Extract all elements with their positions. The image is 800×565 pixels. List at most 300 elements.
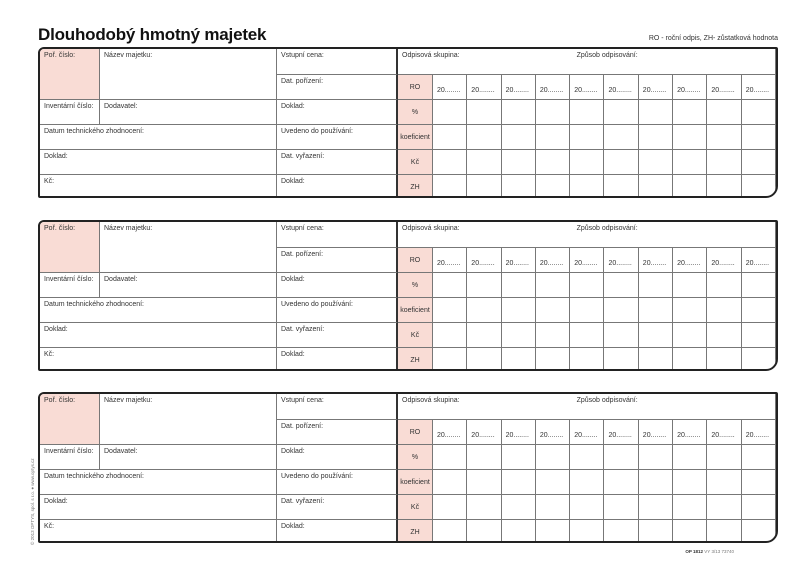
- field-por-cislo-label: Poř. číslo:: [44, 225, 76, 232]
- year-cell-label: 20........: [437, 432, 461, 439]
- value-cell[interactable]: [604, 495, 638, 520]
- year-cell[interactable]: [604, 420, 638, 445]
- field-doklad[interactable]: [40, 495, 277, 520]
- value-cell[interactable]: [536, 495, 570, 520]
- value-cell[interactable]: [502, 520, 536, 543]
- value-cell[interactable]: [502, 175, 536, 198]
- value-cell[interactable]: [707, 100, 741, 125]
- row-label: [398, 520, 433, 543]
- form-version: VY 3/13 73740: [704, 549, 734, 554]
- field-nazev-majetku-label: Název majetku:: [104, 52, 153, 59]
- zpusob-label: Způsob odpisování:: [576, 52, 638, 59]
- value-cell[interactable]: [570, 445, 604, 470]
- field-doklad[interactable]: [40, 150, 277, 175]
- value-cell[interactable]: [673, 125, 707, 150]
- year-cell[interactable]: [639, 420, 673, 445]
- field-dat-vyrazeni[interactable]: [277, 495, 398, 520]
- field-doklad-2-label: Doklad:: [281, 448, 305, 455]
- field-dodavatel-label: Dodavatel:: [104, 103, 138, 110]
- value-cell[interactable]: [433, 100, 467, 125]
- field-nazev-majetku[interactable]: [100, 222, 277, 273]
- row-label: [398, 323, 433, 348]
- year-cell[interactable]: [707, 420, 741, 445]
- year-cell[interactable]: [570, 248, 604, 273]
- field-dodavatel[interactable]: [100, 273, 277, 298]
- field-kc[interactable]: [40, 520, 277, 543]
- row-label-label: Kč: [410, 158, 420, 166]
- value-cell[interactable]: [502, 100, 536, 125]
- value-cell[interactable]: [742, 520, 776, 543]
- value-cell[interactable]: [742, 495, 776, 520]
- field-dat-porizeni-label: Dat. pořízení:: [281, 423, 324, 430]
- value-cell[interactable]: [604, 348, 638, 371]
- value-cell[interactable]: [707, 125, 741, 150]
- field-doklad-2[interactable]: [277, 445, 398, 470]
- value-cell[interactable]: [570, 348, 604, 371]
- year-cell-label: 20........: [574, 432, 598, 439]
- value-cell[interactable]: [536, 323, 570, 348]
- value-cell[interactable]: [742, 273, 776, 298]
- value-cell[interactable]: [673, 150, 707, 175]
- value-cell[interactable]: [433, 273, 467, 298]
- field-vstupni-cena-label: Vstupní cena:: [281, 397, 324, 404]
- value-cell[interactable]: [742, 348, 776, 371]
- row-label: [398, 100, 433, 125]
- year-cell[interactable]: [673, 420, 707, 445]
- value-cell[interactable]: [467, 273, 501, 298]
- value-cell[interactable]: [673, 175, 707, 198]
- value-cell[interactable]: [707, 298, 741, 323]
- year-cell-label: 20........: [677, 87, 701, 94]
- field-datum-zhodnoceni[interactable]: [40, 125, 277, 150]
- value-cell[interactable]: [536, 125, 570, 150]
- field-por-cislo-label: Poř. číslo:: [44, 397, 76, 404]
- field-doklad-2-label: Doklad:: [281, 103, 305, 110]
- value-cell[interactable]: [502, 348, 536, 371]
- value-cell[interactable]: [673, 495, 707, 520]
- value-cell[interactable]: [433, 348, 467, 371]
- value-cell[interactable]: [639, 470, 673, 495]
- value-cell[interactable]: [639, 273, 673, 298]
- legend-note: RO - roční odpis, ZH- zůstatková hodnota: [648, 35, 778, 42]
- field-dodavatel-label: Dodavatel:: [104, 448, 138, 455]
- value-cell[interactable]: [433, 495, 467, 520]
- row-label: [398, 495, 433, 520]
- year-cell-label: 20........: [608, 260, 632, 267]
- field-uvedeno[interactable]: [277, 125, 398, 150]
- year-cell[interactable]: [502, 248, 536, 273]
- field-uvedeno[interactable]: [277, 470, 398, 495]
- field-vstupni-cena[interactable]: [277, 49, 398, 75]
- value-cell[interactable]: [502, 323, 536, 348]
- value-cell[interactable]: [673, 520, 707, 543]
- field-doklad-label: Doklad:: [44, 498, 68, 505]
- field-nazev-majetku[interactable]: [100, 394, 277, 445]
- row-label: [398, 150, 433, 175]
- value-cell[interactable]: [742, 125, 776, 150]
- value-cell[interactable]: [502, 470, 536, 495]
- row-label: [398, 470, 433, 495]
- value-cell[interactable]: [536, 470, 570, 495]
- value-cell[interactable]: [502, 150, 536, 175]
- value-cell[interactable]: [467, 445, 501, 470]
- field-dat-vyrazeni-label: Dat. vyřazení:: [281, 326, 325, 333]
- field-dodavatel-label: Dodavatel:: [104, 276, 138, 283]
- value-cell[interactable]: [742, 470, 776, 495]
- value-cell[interactable]: [639, 445, 673, 470]
- value-cell[interactable]: [536, 445, 570, 470]
- field-inventarni-cislo[interactable]: [40, 100, 100, 125]
- year-cell-label: 20........: [471, 260, 495, 267]
- field-uvedeno-label: Uvedeno do používání:: [281, 473, 353, 480]
- field-vstupni-cena-label: Vstupní cena:: [281, 52, 324, 59]
- year-cell[interactable]: [604, 248, 638, 273]
- field-inventarni-cislo[interactable]: [40, 273, 100, 298]
- field-doklad-label: Doklad:: [44, 326, 68, 333]
- field-datum-zhodnoceni[interactable]: [40, 298, 277, 323]
- asset-card: [38, 392, 778, 543]
- value-cell[interactable]: [673, 273, 707, 298]
- value-cell[interactable]: [673, 445, 707, 470]
- field-inventarni-cislo-label: Inventární číslo:: [44, 448, 94, 455]
- value-cell[interactable]: [467, 348, 501, 371]
- row-label: [398, 420, 433, 445]
- year-cell[interactable]: [707, 248, 741, 273]
- row-label-label: ZH: [410, 528, 420, 536]
- year-cell-label: 20........: [608, 432, 632, 439]
- row-label: [398, 75, 433, 100]
- row-label: [398, 445, 433, 470]
- value-cell[interactable]: [742, 445, 776, 470]
- field-uvedeno-label: Uvedeno do používání:: [281, 301, 353, 308]
- year-cell-label: 20........: [745, 260, 770, 267]
- value-cell[interactable]: [707, 175, 741, 198]
- value-cell[interactable]: [604, 298, 638, 323]
- year-cell[interactable]: [467, 248, 501, 273]
- value-cell[interactable]: [639, 323, 673, 348]
- depreciation-header[interactable]: [398, 222, 776, 248]
- field-doklad-3-label: Doklad:: [281, 178, 305, 185]
- row-label-label: RO: [409, 256, 421, 264]
- field-doklad-2[interactable]: [277, 273, 398, 298]
- value-cell[interactable]: [433, 175, 467, 198]
- value-cell[interactable]: [570, 520, 604, 543]
- field-dat-vyrazeni[interactable]: [277, 150, 398, 175]
- year-cell[interactable]: [467, 420, 501, 445]
- year-cell-label: 20........: [677, 432, 701, 439]
- row-label-label: koeficient: [400, 478, 430, 486]
- value-cell[interactable]: [467, 125, 501, 150]
- value-cell[interactable]: [570, 175, 604, 198]
- field-dat-porizeni[interactable]: [277, 420, 398, 445]
- year-cell-label: 20........: [642, 87, 667, 94]
- field-dat-vyrazeni[interactable]: [277, 323, 398, 348]
- value-cell[interactable]: [742, 175, 776, 198]
- value-cell[interactable]: [639, 175, 673, 198]
- year-cell[interactable]: [536, 420, 570, 445]
- year-cell[interactable]: [467, 75, 501, 100]
- year-cell[interactable]: [536, 248, 570, 273]
- value-cell[interactable]: [604, 520, 638, 543]
- year-cell[interactable]: [536, 75, 570, 100]
- field-dat-porizeni[interactable]: [277, 75, 398, 100]
- year-cell-label: 20........: [745, 432, 770, 439]
- year-cell[interactable]: [742, 420, 776, 445]
- year-cell[interactable]: [673, 75, 707, 100]
- skupina-label: Odpisová skupina:: [402, 225, 460, 232]
- row-label: [398, 248, 433, 273]
- zpusob-label: Způsob odpisování:: [576, 225, 638, 232]
- value-cell[interactable]: [639, 348, 673, 371]
- field-doklad-label: Doklad:: [44, 153, 68, 160]
- year-cell[interactable]: [639, 248, 673, 273]
- row-label-label: %: [411, 453, 419, 461]
- value-cell[interactable]: [604, 445, 638, 470]
- year-cell-label: 20........: [505, 260, 529, 267]
- form-code: [685, 549, 734, 554]
- value-cell[interactable]: [433, 150, 467, 175]
- value-cell[interactable]: [467, 470, 501, 495]
- field-datum-zhodnoceni-label: Datum technického zhodnocení:: [44, 301, 145, 308]
- value-cell[interactable]: [433, 298, 467, 323]
- value-cell[interactable]: [570, 495, 604, 520]
- year-cell-label: 20........: [642, 260, 667, 267]
- value-cell[interactable]: [742, 298, 776, 323]
- row-label: [398, 175, 433, 198]
- field-vstupni-cena-label: Vstupní cena:: [281, 225, 324, 232]
- value-cell[interactable]: [673, 348, 707, 371]
- year-cell[interactable]: [707, 75, 741, 100]
- field-dat-porizeni[interactable]: [277, 248, 398, 273]
- field-doklad-3-label: Doklad:: [281, 523, 305, 530]
- value-cell[interactable]: [536, 520, 570, 543]
- depreciation-header[interactable]: [398, 394, 776, 420]
- year-cell[interactable]: [433, 420, 467, 445]
- field-inventarni-cislo-label: Inventární číslo:: [44, 103, 94, 110]
- value-cell[interactable]: [502, 125, 536, 150]
- field-inventarni-cislo-label: Inventární číslo:: [44, 276, 94, 283]
- field-nazev-majetku-label: Název majetku:: [104, 225, 153, 232]
- row-label-label: %: [411, 281, 419, 289]
- value-cell[interactable]: [467, 150, 501, 175]
- field-doklad-2[interactable]: [277, 100, 398, 125]
- value-cell[interactable]: [604, 125, 638, 150]
- value-cell[interactable]: [604, 150, 638, 175]
- year-cell[interactable]: [742, 248, 776, 273]
- value-cell[interactable]: [673, 323, 707, 348]
- value-cell[interactable]: [502, 445, 536, 470]
- field-doklad[interactable]: [40, 323, 277, 348]
- value-cell[interactable]: [604, 100, 638, 125]
- value-cell[interactable]: [467, 175, 501, 198]
- value-cell[interactable]: [604, 175, 638, 198]
- year-cell-label: 20........: [539, 432, 564, 439]
- value-cell[interactable]: [639, 520, 673, 543]
- field-vstupni-cena[interactable]: [277, 394, 398, 420]
- field-kc[interactable]: [40, 348, 277, 371]
- year-cell-label: 20........: [608, 87, 632, 94]
- asset-card: [38, 47, 778, 198]
- field-por-cislo[interactable]: [40, 49, 100, 100]
- year-cell-label: 20........: [574, 260, 598, 267]
- value-cell[interactable]: [467, 520, 501, 543]
- year-cell-label: 20........: [711, 260, 735, 267]
- value-cell[interactable]: [467, 495, 501, 520]
- year-cell[interactable]: [502, 420, 536, 445]
- skupina-label: Odpisová skupina:: [402, 397, 460, 404]
- value-cell[interactable]: [536, 348, 570, 371]
- value-cell[interactable]: [639, 298, 673, 323]
- row-label: [398, 273, 433, 298]
- field-dat-vyrazeni-label: Dat. vyřazení:: [281, 498, 325, 505]
- field-kc-label: Kč:: [44, 523, 55, 530]
- year-cell[interactable]: [604, 75, 638, 100]
- value-cell[interactable]: [639, 100, 673, 125]
- value-cell[interactable]: [673, 470, 707, 495]
- value-cell[interactable]: [604, 273, 638, 298]
- value-cell[interactable]: [570, 100, 604, 125]
- value-cell[interactable]: [604, 470, 638, 495]
- field-dat-vyrazeni-label: Dat. vyřazení:: [281, 153, 325, 160]
- year-cell[interactable]: [570, 75, 604, 100]
- value-cell[interactable]: [467, 100, 501, 125]
- year-cell-label: 20........: [539, 260, 564, 267]
- year-cell-label: 20........: [711, 432, 735, 439]
- field-uvedeno-label: Uvedeno do používání:: [281, 128, 353, 135]
- value-cell[interactable]: [707, 348, 741, 371]
- asset-card: [38, 220, 778, 371]
- field-dodavatel[interactable]: [100, 100, 277, 125]
- value-cell[interactable]: [639, 495, 673, 520]
- value-cell[interactable]: [570, 125, 604, 150]
- year-cell-label: 20........: [574, 87, 598, 94]
- field-kc-label: Kč:: [44, 178, 55, 185]
- row-label-label: %: [411, 108, 419, 116]
- row-label-label: RO: [409, 83, 421, 91]
- year-cell-label: 20........: [437, 87, 461, 94]
- value-cell[interactable]: [639, 150, 673, 175]
- field-kc-label: Kč:: [44, 351, 55, 358]
- field-doklad-2-label: Doklad:: [281, 276, 305, 283]
- value-cell[interactable]: [570, 470, 604, 495]
- value-cell[interactable]: [570, 298, 604, 323]
- value-cell[interactable]: [536, 273, 570, 298]
- value-cell[interactable]: [707, 150, 741, 175]
- field-doklad-3-label: Doklad:: [281, 351, 305, 358]
- value-cell[interactable]: [536, 100, 570, 125]
- year-cell-label: 20........: [505, 87, 529, 94]
- row-label: [398, 298, 433, 323]
- value-cell[interactable]: [502, 495, 536, 520]
- year-cell[interactable]: [742, 75, 776, 100]
- value-cell[interactable]: [433, 445, 467, 470]
- year-cell[interactable]: [639, 75, 673, 100]
- field-por-cislo-label: Poř. číslo:: [44, 52, 76, 59]
- value-cell[interactable]: [570, 150, 604, 175]
- value-cell[interactable]: [707, 323, 741, 348]
- field-vstupni-cena[interactable]: [277, 222, 398, 248]
- field-uvedeno[interactable]: [277, 298, 398, 323]
- value-cell[interactable]: [639, 125, 673, 150]
- value-cell[interactable]: [742, 150, 776, 175]
- year-cell[interactable]: [502, 75, 536, 100]
- field-por-cislo[interactable]: [40, 394, 100, 445]
- value-cell[interactable]: [673, 100, 707, 125]
- value-cell[interactable]: [433, 470, 467, 495]
- field-por-cislo[interactable]: [40, 222, 100, 273]
- field-kc[interactable]: [40, 175, 277, 198]
- year-cell[interactable]: [433, 248, 467, 273]
- value-cell[interactable]: [707, 520, 741, 543]
- row-label: [398, 125, 433, 150]
- depreciation-header[interactable]: [398, 49, 776, 75]
- year-cell[interactable]: [673, 248, 707, 273]
- row-label-label: ZH: [410, 183, 420, 191]
- value-cell[interactable]: [502, 298, 536, 323]
- field-nazev-majetku[interactable]: [100, 49, 277, 100]
- field-doklad-3[interactable]: [277, 175, 398, 198]
- value-cell[interactable]: [707, 495, 741, 520]
- value-cell[interactable]: [707, 445, 741, 470]
- value-cell[interactable]: [536, 175, 570, 198]
- row-label-label: koeficient: [400, 306, 430, 314]
- field-datum-zhodnoceni-label: Datum technického zhodnocení:: [44, 473, 145, 480]
- value-cell[interactable]: [570, 273, 604, 298]
- year-cell-label: 20........: [471, 87, 495, 94]
- year-cell-label: 20........: [711, 87, 735, 94]
- row-label-label: Kč: [410, 503, 420, 511]
- field-inventarni-cislo[interactable]: [40, 445, 100, 470]
- field-doklad-3[interactable]: [277, 520, 398, 543]
- field-doklad-3[interactable]: [277, 348, 398, 371]
- field-dodavatel[interactable]: [100, 445, 277, 470]
- value-cell[interactable]: [742, 323, 776, 348]
- value-cell[interactable]: [433, 520, 467, 543]
- value-cell[interactable]: [433, 125, 467, 150]
- year-cell[interactable]: [570, 420, 604, 445]
- value-cell[interactable]: [433, 323, 467, 348]
- value-cell[interactable]: [742, 100, 776, 125]
- value-cell[interactable]: [536, 150, 570, 175]
- field-nazev-majetku-label: Název majetku:: [104, 397, 153, 404]
- value-cell[interactable]: [673, 298, 707, 323]
- zpusob-label: Způsob odpisování:: [576, 397, 638, 404]
- value-cell[interactable]: [502, 273, 536, 298]
- value-cell[interactable]: [570, 323, 604, 348]
- year-cell-label: 20........: [539, 87, 564, 94]
- value-cell[interactable]: [707, 273, 741, 298]
- page-title: Dlouhodobý hmotný majetek: [38, 25, 267, 44]
- year-cell-label: 20........: [437, 260, 461, 267]
- year-cell-label: 20........: [677, 260, 701, 267]
- field-dat-porizeni-label: Dat. pořízení:: [281, 251, 324, 258]
- year-cell-label: 20........: [471, 432, 495, 439]
- field-dat-porizeni-label: Dat. pořízení:: [281, 78, 324, 85]
- skupina-label: Odpisová skupina:: [402, 52, 460, 59]
- value-cell[interactable]: [604, 323, 638, 348]
- value-cell[interactable]: [467, 323, 501, 348]
- value-cell[interactable]: [536, 298, 570, 323]
- value-cell[interactable]: [467, 298, 501, 323]
- field-datum-zhodnoceni[interactable]: [40, 470, 277, 495]
- row-label-label: ZH: [410, 356, 420, 364]
- value-cell[interactable]: [707, 470, 741, 495]
- row-label-label: Kč: [410, 331, 420, 339]
- year-cell-label: 20........: [505, 432, 529, 439]
- row-label-label: RO: [409, 428, 421, 436]
- year-cell[interactable]: [433, 75, 467, 100]
- row-label: [398, 348, 433, 371]
